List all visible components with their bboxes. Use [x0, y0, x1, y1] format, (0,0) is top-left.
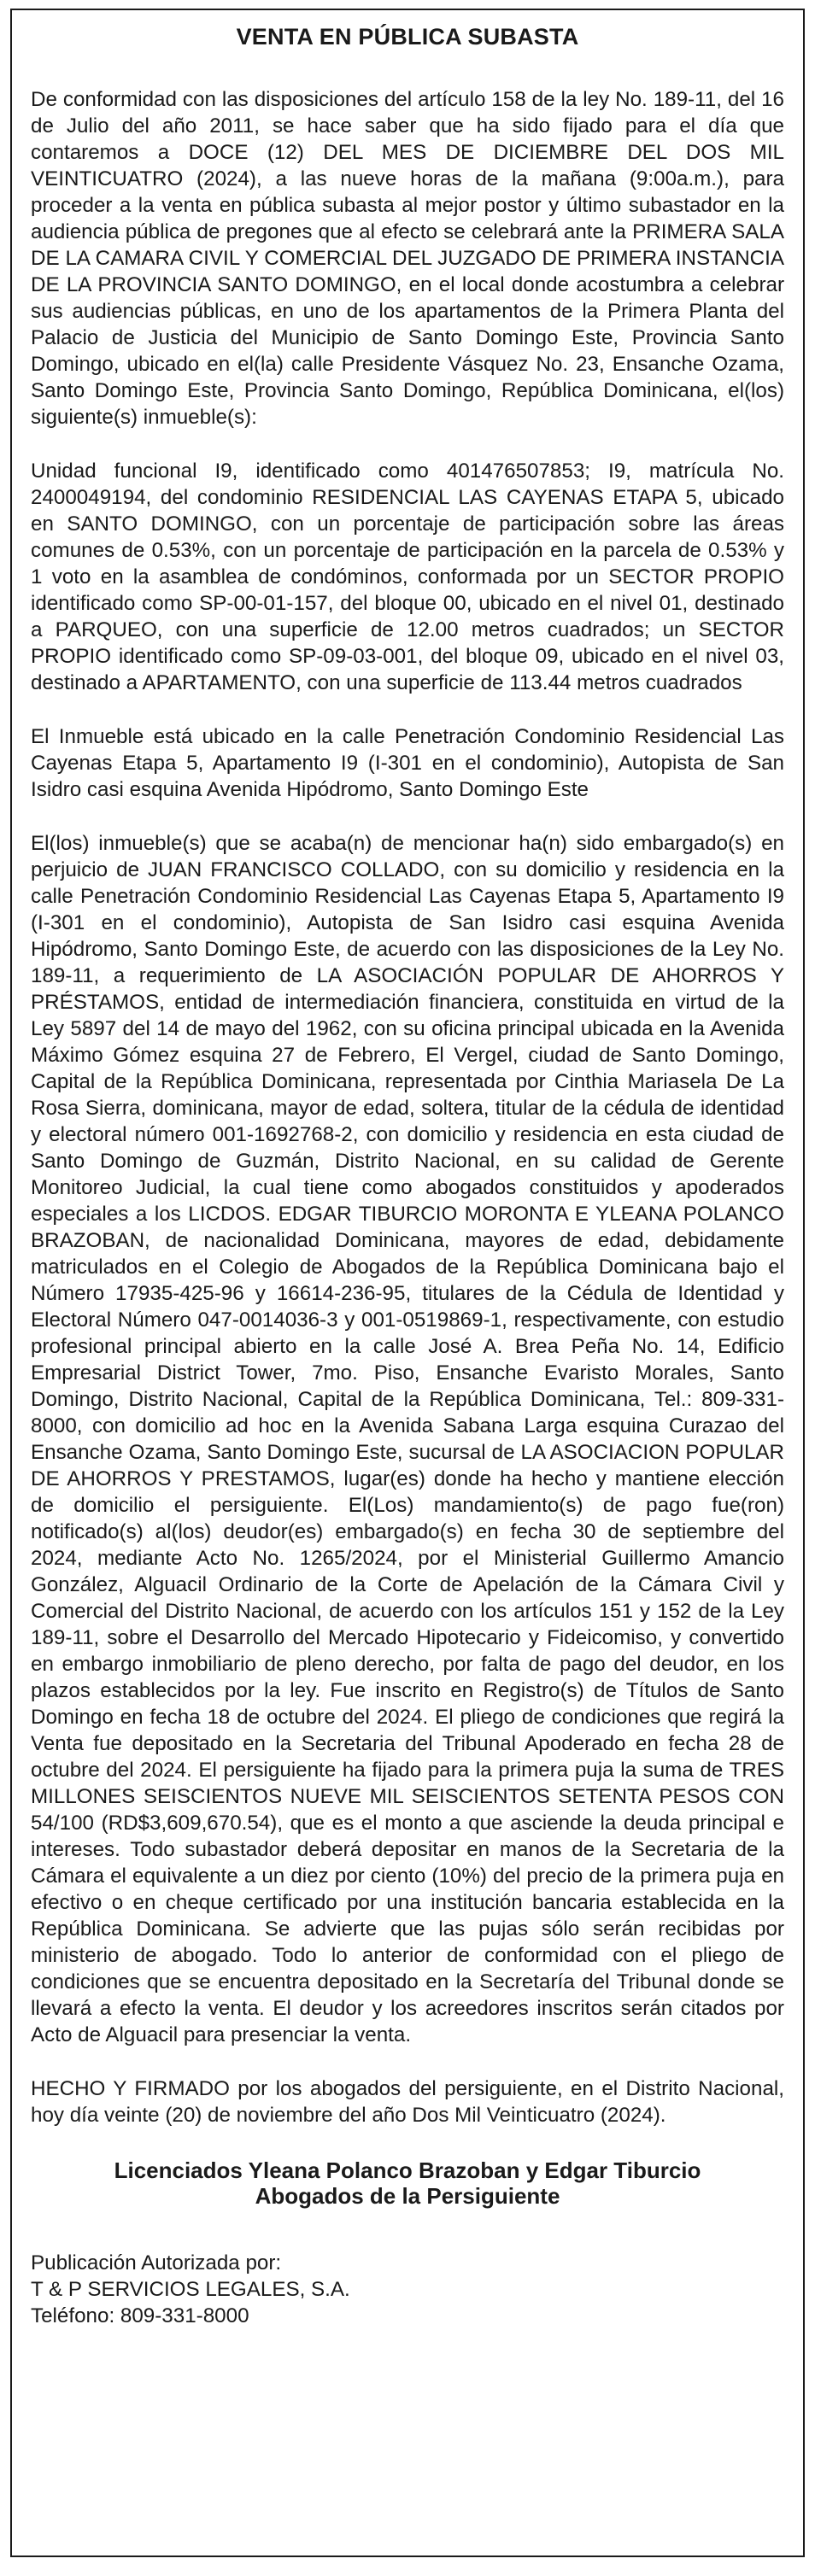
publication-block: [31, 2250, 784, 2329]
signature-block: [31, 2157, 784, 2209]
signature-lawyers: Licenciados Yleana Polanco Brazoban y Edgar Tiburcio: [114, 2157, 701, 2183]
paragraph-property-description: Unidad funcional I9, identificado como 401476507853; I9, matrícula No. 2400049194, del condominio RESIDENCIAL LAS CAYENAS ETAPA 5, ubicado en SANTO DOMINGO, con un porcentaje de participación sobre las áreas comunes de 0.53%, con un porcentaje de participación en la parcela de 0.53% y 1 voto en la asamblea de condóminos, conformada por un SECTOR PROPIO identificado como SP-00-01-157, del bloque 00, ubicado en el nivel 01, destinado a PARQUEO, con una superficie de 12.00 metros cuadrados; un SECTOR PROPIO identificado como SP-09-03-001, del bloque 09, ubicado en el nivel 03, destinado a APARTAMENTO, con una superficie de 113.44 metros cuadrados: [31, 460, 784, 694]
publication-label: Publicación Autorizada por:: [31, 2251, 282, 2274]
notice-title: VENTA EN PÚBLICA SUBASTA: [236, 24, 579, 50]
paragraph-property-location: El Inmueble está ubicado en la calle Penetración Condominio Residencial Las Cayenas Etapa 5, Apartamento I9 (I-301 en el condominio), Autopista de San Isidro casi esquina Avenida Hipódromo, Santo Domingo Este: [31, 725, 784, 801]
paragraph-auction-announcement: De conformidad con las disposiciones del artículo 158 de la ley No. 189-11, del 16 de Julio del año 2011, se hace saber que ha sido fijado para el día que contaremos a DOCE (12) DEL MES DE DICIEMBRE DEL DOS MIL VEINTICUATRO (2024), a las nueve horas de la mañana (9:00a.m.), para proceder a la venta en pública subasta al mejor postor y último subastador en la audiencia pública de pregones que al efecto se celebrará ante la PRIMERA SALA DE LA CAMARA CIVIL Y COMERCIAL DEL JUZGADO DE PRIMERA INSTANCIA DE LA PROVINCIA SANTO DOMINGO, en el local donde acostumbra a celebrar sus audiencias públicas, en uno de los apartamentos de la Primera Planta del Palacio de Justicia del Municipio de Santo Domingo Este, Provincia Santo Domingo, ubicado en el(la) calle Presidente Vásquez No. 23, Ensanche Ozama, Santo Domingo Este, Provincia Santo Domingo, República Dominicana, el(los) siguiente(s) inmueble(s):: [31, 88, 784, 429]
publication-phone: Teléfono: 809-331-8000: [31, 2304, 249, 2327]
signature-role: Abogados de la Persiguiente: [255, 2183, 560, 2209]
publication-company: T & P SERVICIOS LEGALES, S.A.: [31, 2278, 350, 2301]
paragraph-signed: HECHO Y FIRMADO por los abogados del persiguiente, en el Distrito Nacional, hoy día veinte (20) de noviembre del año Dos Mil Veinticuatro (2024).: [31, 2077, 784, 2127]
legal-notice: [10, 9, 805, 2557]
paragraph-seizure-details: El(los) inmueble(s) que se acaba(n) de mencionar ha(n) sido embargado(s) en perjuicio de JUAN FRANCISCO COLLADO, con su domicilio y residencia en la calle Penetración Condominio Residencial Las Cayenas Etapa 5, Apartamento I9 (I-301 en el condominio), Autopista de San Isidro casi esquina Avenida Hipódromo, Santo Domingo Este, de acuerdo con las disposiciones de la Ley No. 189-11, a requerimiento de LA ASOCIACIÓN POPULAR DE AHORROS Y PRÉSTAMOS, entidad de intermediación financiera, constituida en virtud de la Ley 5897 del 14 de mayo del 1962, con su oficina principal ubicada en la Avenida Máximo Gómez esquina 27 de Febrero, El Vergel, ciudad de Santo Domingo, Capital de la República Dominicana, representada por Cinthia Mariasela De La Rosa Sierra, dominicana, mayor de edad, soltera, titular de la cédula de identidad y electoral número 001-1692768-2, con domicilio y residencia en esta ciudad de Santo Domingo de Guzmán, Distrito Nacional, en su calidad de Gerente Monitoreo Judicial, la cual tiene como abogados constituidos y apoderados especiales a los LICDOS. EDGAR TIBURCIO MORONTA E YLEANA POLANCO BRAZOBAN, de nacionalidad Dominicana, mayores de edad, debidamente matriculados en el Colegio de Abogados de la República Dominicana bajo el Número 17935-425-96 y 16614-236-95, titulares de la Cédula de Identidad y Electoral Número 047-0014036-3 y 001-0519869-1, respectivamente, con estudio profesional principal abierto en la calle José A. Brea Peña No. 14, Edificio Empresarial District Tower, 7mo. Piso, Ensanche Evaristo Morales, Santo Domingo, Distrito Nacional, Capital de la República Dominicana, Tel.: 809-331-8000, con domicilio ad hoc en la Avenida Sabana Larga esquina Curazao del Ensanche Ozama, Santo Domingo Este, sucursal de LA ASOCIACION POPULAR DE AHORROS Y PRESTAMOS, lugar(es) donde ha hecho y mantiene elección de domicilio el persiguiente. El(Los) mandamiento(s) de pago fue(ron) notificado(s) al(los) deudor(es) embargado(s) en fecha 30 de septiembre del 2024, mediante Acto No. 1265/2024, por el Ministerial Guillermo Amancio González, Alguacil Ordinario de la Corte de Apelación de la Cámara Civil y Comercial del Distrito Nacional, de acuerdo con los artículos 151 y 152 de la Ley 189-11, sobre el Desarrollo del Mercado Hipotecario y Fideicomiso, y convertido en embargo inmobiliario de pleno derecho, por falta de pago del deudor, en los plazos establecidos por la ley. Fue inscrito en Registro(s) de Títulos de Santo Domingo en fecha 18 de octubre del 2024. El pliego de condiciones que regirá la Venta fue depositado en la Secretaria del Tribunal Apoderado en fecha 28 de octubre del 2024. El persiguiente ha fijado para la primera puja la suma de TRES MILLONES SEISCIENTOS NUEVE MIL SEISCIENTOS SETENTA PESOS CON 54/100 (RD$3,609,670.54), que es el monto a que asciende la deuda principal e intereses. Todo subastador deberá depositar en manos de la Secretaria de la Cámara el equivalente a un diez por ciento (10%) del precio de la primera puja en efectivo o en cheque certificado por una institución bancaria establecida en la República Dominicana. Se advierte que las pujas sólo serán recibidas por ministerio de abogado. Todo lo anterior de conformidad con el pliego de condiciones que se encuentra depositado en la Secretaría del Tribunal donde se llevará a efecto la venta. El deudor y los acreedores inscritos serán citados por Acto de Alguacil para presenciar la venta.: [31, 832, 784, 2046]
